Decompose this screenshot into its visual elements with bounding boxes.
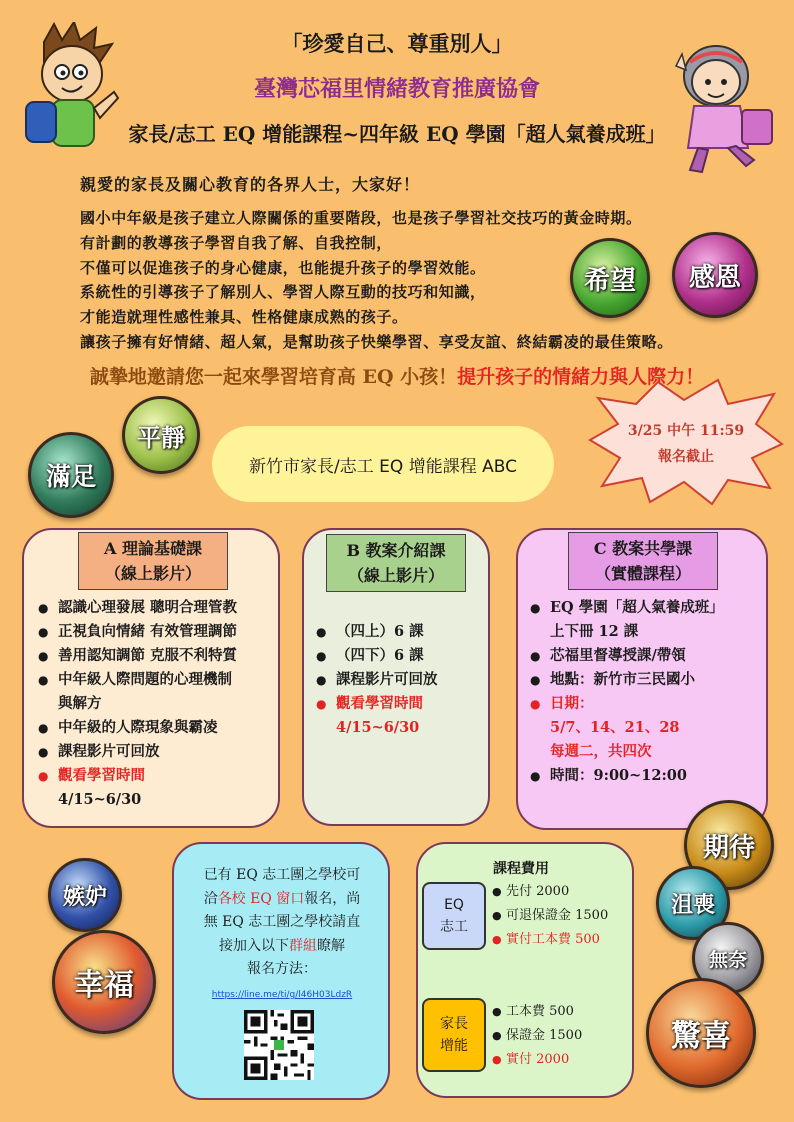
boy-cartoon-icon [14, 22, 126, 162]
intro-line: 不僅可以促進孩子的身心健康，也能提升孩子的學習效能。 [80, 258, 486, 277]
qr-code-icon[interactable] [244, 1010, 314, 1080]
fee-item: ● 實付 2000 [492, 1048, 582, 1072]
tag-line: 增能 [440, 1038, 468, 1054]
course-c-title-main: C 教案共學課 [593, 539, 693, 558]
deadline-badge [588, 378, 784, 506]
line-group-link[interactable]: https://line.me/ti/g/l46H03LdzR [211, 990, 353, 1000]
list-item: ● （四上）6 課 [316, 620, 486, 644]
ball-frustrated: 沮喪 [656, 866, 730, 940]
list-item-continuation: 與解方 [58, 695, 102, 712]
registration-text [186, 864, 378, 982]
list-item: ● 地點：新竹市三民國小 [530, 668, 766, 692]
course-a-title-main: A 理論基礎課 [104, 539, 202, 558]
list-item: ● （四下）6 課 [316, 644, 486, 668]
tag-line: EQ [444, 897, 464, 913]
intro-line: 國小中年級是孩子建立人際關係的重要階段，也是孩子學習社交技巧的黃金時期。 [80, 209, 642, 227]
list-item-continuation: 上下冊 12 課 [550, 623, 639, 640]
course-c-title-sub: （實體課程） [594, 564, 691, 583]
list-item: ● 時間：9:00~12:00 [530, 764, 766, 788]
fee-item: ● 實付工本費 500 [492, 928, 608, 952]
ball-hope: 希望 [570, 238, 650, 318]
list-item: ● 觀看學習時間 [316, 692, 486, 716]
group-highlight: 群組 [289, 937, 317, 954]
list-item: ● 正視負向情緒 有效管理調節 [38, 620, 274, 644]
list-item: ● 日期： [530, 692, 766, 716]
list-item: ● 善用認知調節 克服不利特質 [38, 644, 274, 668]
course-b-title-main: B 教案介紹課 [346, 541, 446, 560]
registration-line: 無 EQ 志工團之學校請直 [203, 914, 361, 930]
course-a-title-sub: （線上影片） [104, 564, 201, 583]
list-item: ● 中年級人際問題的心理機制 [38, 668, 274, 692]
intro-line: 有計劃的教導孩子學習自我了解、自我控制， [80, 233, 393, 252]
fee-item: ● 保證金 1500 [492, 1024, 582, 1048]
ball-gratitude: 感恩 [672, 232, 758, 318]
course-dates-note: 每週二，共四次 [550, 743, 652, 760]
course-b-list [316, 620, 486, 740]
fee-item: ● 工本費 500 [492, 1000, 582, 1024]
registration-text-part: 洽 [203, 890, 218, 907]
course-a-title [78, 532, 228, 590]
deadline-time: 3/25 中午 11:59 [627, 423, 745, 439]
course-b-title-sub: （線上影片） [347, 566, 444, 585]
invitation-part1: 誠摯地邀請您一起來學習培育高 EQ 小孩！ [89, 366, 458, 388]
ball-content: 滿足 [28, 432, 114, 518]
list-item: ● 觀看學習時間 [38, 764, 274, 788]
course-b-title [326, 534, 466, 592]
watch-time: 4/15~6/30 [336, 719, 420, 736]
registration-line: 報名方法： [247, 961, 317, 977]
tag-line: 家長 [440, 1016, 468, 1032]
ball-surprise: 驚喜 [646, 978, 756, 1088]
course-dates: 5/7、14、21、28 [550, 719, 680, 736]
list-item: ● 課程影片可回放 [38, 740, 274, 764]
registration-line: 已有 EQ 志工團之學校可 [203, 867, 361, 883]
girl-cartoon-icon [668, 36, 786, 176]
fee-item: ● 可退保證金 1500 [492, 904, 608, 928]
fee-item: ● 先付 2000 [492, 880, 608, 904]
greeting: 親愛的家長及關心教育的各界人士，大家好！ [80, 175, 421, 194]
school-window-highlight: 各校 EQ 窗口 [217, 890, 305, 907]
list-item: ● 中年級的人際現象與霸凌 [38, 716, 274, 740]
ball-happy: 幸福 [52, 930, 156, 1034]
watch-time: 4/15~6/30 [58, 791, 142, 808]
intro-line: 讓孩子擁有好情緒、超人氣，是幫助孩子快樂學習、享受友誼、終結霸凌的最佳策略。 [80, 332, 673, 351]
organization-name: 臺灣芯福里情緒教育推廣協會 [253, 76, 540, 102]
course-c-list [530, 596, 766, 788]
list-item: ● 芯福里督導授課/帶領 [530, 644, 766, 668]
list-item: ● 課程影片可回放 [316, 668, 486, 692]
tag-line: 志工 [440, 919, 468, 935]
list-item: ● 認識心理發展 聰明合理管教 [38, 596, 274, 620]
course-title: 家長/志工 EQ 增能課程~四年級 EQ 學園「超人氣養成班」 [128, 122, 666, 146]
intro-line: 才能造就理性感性兼具、性格健康成熟的孩子。 [80, 308, 408, 327]
course-c-title [568, 532, 718, 590]
ball-expect: 期待 [684, 800, 774, 890]
registration-text-part: 接加入以下 [219, 937, 289, 954]
registration-line [186, 888, 378, 912]
deadline-label: 報名截止 [658, 449, 714, 465]
course-a-list [38, 596, 274, 812]
fee-title: 課程費用 [493, 861, 549, 877]
parent-fee-list [492, 1000, 582, 1072]
ball-calm: 平靜 [122, 396, 200, 474]
course-abc-pill: 新竹市家長/志工 EQ 增能課程 ABC [212, 426, 554, 502]
list-item: ● EQ 學園「超人氣養成班」 [530, 596, 766, 620]
registration-line [186, 935, 378, 959]
ball-jealous: 嫉妒 [48, 858, 122, 932]
parent-tag [422, 998, 486, 1072]
volunteer-tag [422, 882, 486, 950]
slogan: 「珍愛自己、尊重別人」 [281, 31, 513, 56]
intro-line: 系統性的引導孩子了解別人、學習人際互動的技巧和知識， [80, 283, 486, 302]
ball-helpless: 無奈 [692, 922, 764, 994]
volunteer-fee-list [492, 880, 608, 952]
registration-text-part: 瞭解 [317, 937, 345, 954]
invitation-part2: 提升孩子的情緒力與人際力！ [457, 366, 705, 388]
registration-text-part: 報名，尚 [304, 890, 361, 907]
